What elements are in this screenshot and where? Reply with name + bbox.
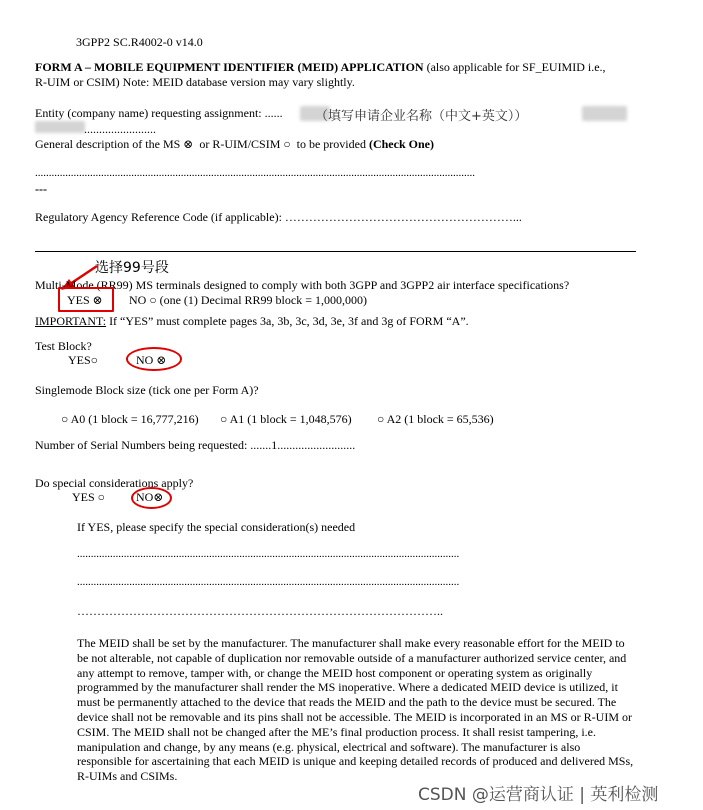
important-note: IMPORTANT: If “YES” must complete pages 3a, 3b, 3c, 3d, 3e, 3f and 3g of FORM “A”.	[35, 314, 469, 328]
multimode-no-option[interactable]: NO ○ (one (1) Decimal RR99 block = 1,000,000)	[129, 293, 367, 307]
meid-requirements-paragraph: The MEID shall be set by the manufacturer. The manufacturer shall make every reasonable effort for the MEID to be not alterable, not capable of duplication nor removable outside of a manufacturer authorized service center, and any attempt to remove, tamper with, or change the MEID host component or operating system as originally programmed by the manufacturer shall render the MS inoperative. Where a dedicated MEID device is utilized, it must be permanently attached to the device that reads the MEID and the path to the device must be secured. The device shall not be removable and its pins shall not be accessible. The MEID is incorporated in an MS or R-UIM or CSIM. The MEID shall not be changed after the ME’s final production process. It shall resist tampering, i.e. manipulation and change, by any means (e.g. physical, electrical and software). The manufacturer is also responsible for ascertaining that each MEID is unique and keeping detailed records of produced and delivered MSs, R-UIMs and CSIMs.	[77, 636, 634, 784]
redacted-company-name-2	[582, 106, 627, 121]
special-no-highlight	[131, 487, 172, 509]
document-id: 3GPP2 SC.R4002-0 v14.0	[76, 35, 203, 49]
regulatory-reference: Regulatory Agency Reference Code (if applicable): …………………………………………………...	[35, 210, 522, 224]
singlemode-label: Singlemode Block size (tick one per Form A)?	[35, 383, 259, 397]
test-block-no-highlight	[126, 347, 182, 371]
csdn-watermark: CSDN @运营商认证 | 英利检测	[418, 785, 659, 805]
multimode-yes-highlight	[58, 287, 114, 312]
singlemode-option-a2[interactable]: ○ A2 (1 block = 65,536)	[377, 412, 494, 426]
serial-number-request: Number of Serial Numbers being requested: .......1..........................	[35, 438, 356, 452]
form-title-bold: FORM A – MOBILE EQUIPMENT IDENTIFIER (MEID) APPLICATION	[35, 60, 424, 74]
special-line-1: ...........................................................................................................................................	[77, 548, 460, 560]
section-divider	[35, 251, 636, 252]
multimode-question: Multi-Mode (RR99) MS terminals designed to comply with both 3GPP and 3GPP2 air interface specifications?	[35, 278, 570, 292]
general-description: General description of the MS ⊗ or R-UIM/CSIM ○ to be provided (Check One)	[35, 137, 434, 151]
dotted-line: ................................................................................................................................................................	[35, 167, 475, 179]
special-no-option[interactable]: NO⊗	[136, 490, 164, 504]
entity-annotation: （填写申请企业名称（中文+英文））	[315, 109, 528, 124]
form-title-rest: (also applicable for SF_EUIMID i.e.,	[423, 60, 606, 74]
test-block-no-option[interactable]: NO ⊗	[136, 353, 167, 367]
special-considerations-label: Do special considerations apply?	[35, 476, 194, 490]
test-block-yes-option[interactable]: YES○	[68, 353, 98, 367]
triple-dash: ---	[35, 182, 47, 196]
singlemode-option-a1[interactable]: ○ A1 (1 block = 1,048,576)	[220, 412, 352, 426]
form-title	[35, 60, 606, 75]
test-block-label: Test Block?	[35, 339, 92, 353]
special-specify-label: If YES, please specify the special consideration(s) needed	[77, 520, 356, 534]
special-yes-option[interactable]: YES ○	[72, 490, 105, 504]
multimode-yes-option[interactable]: YES ⊗	[67, 293, 103, 307]
ruim-radio-icon[interactable]: ○	[283, 137, 291, 151]
singlemode-option-a0[interactable]: ○ A0 (1 block = 16,777,216)	[61, 412, 199, 426]
special-line-2: ...........................................................................................................................................	[77, 576, 460, 588]
form-title-line2: R-UIM or CSIM) Note: MEID database version may vary slightly.	[35, 75, 355, 89]
redacted-company-name-line2	[35, 121, 85, 133]
ms-selected-icon[interactable]: ⊗	[183, 137, 194, 151]
entity-dots: ........................	[84, 122, 156, 136]
entity-label: Entity (company name) requesting assignment: ......	[35, 106, 283, 120]
rr99-annotation: 选择99号段	[95, 260, 169, 276]
special-line-3: ………………………………………………………………………………..	[77, 604, 443, 618]
